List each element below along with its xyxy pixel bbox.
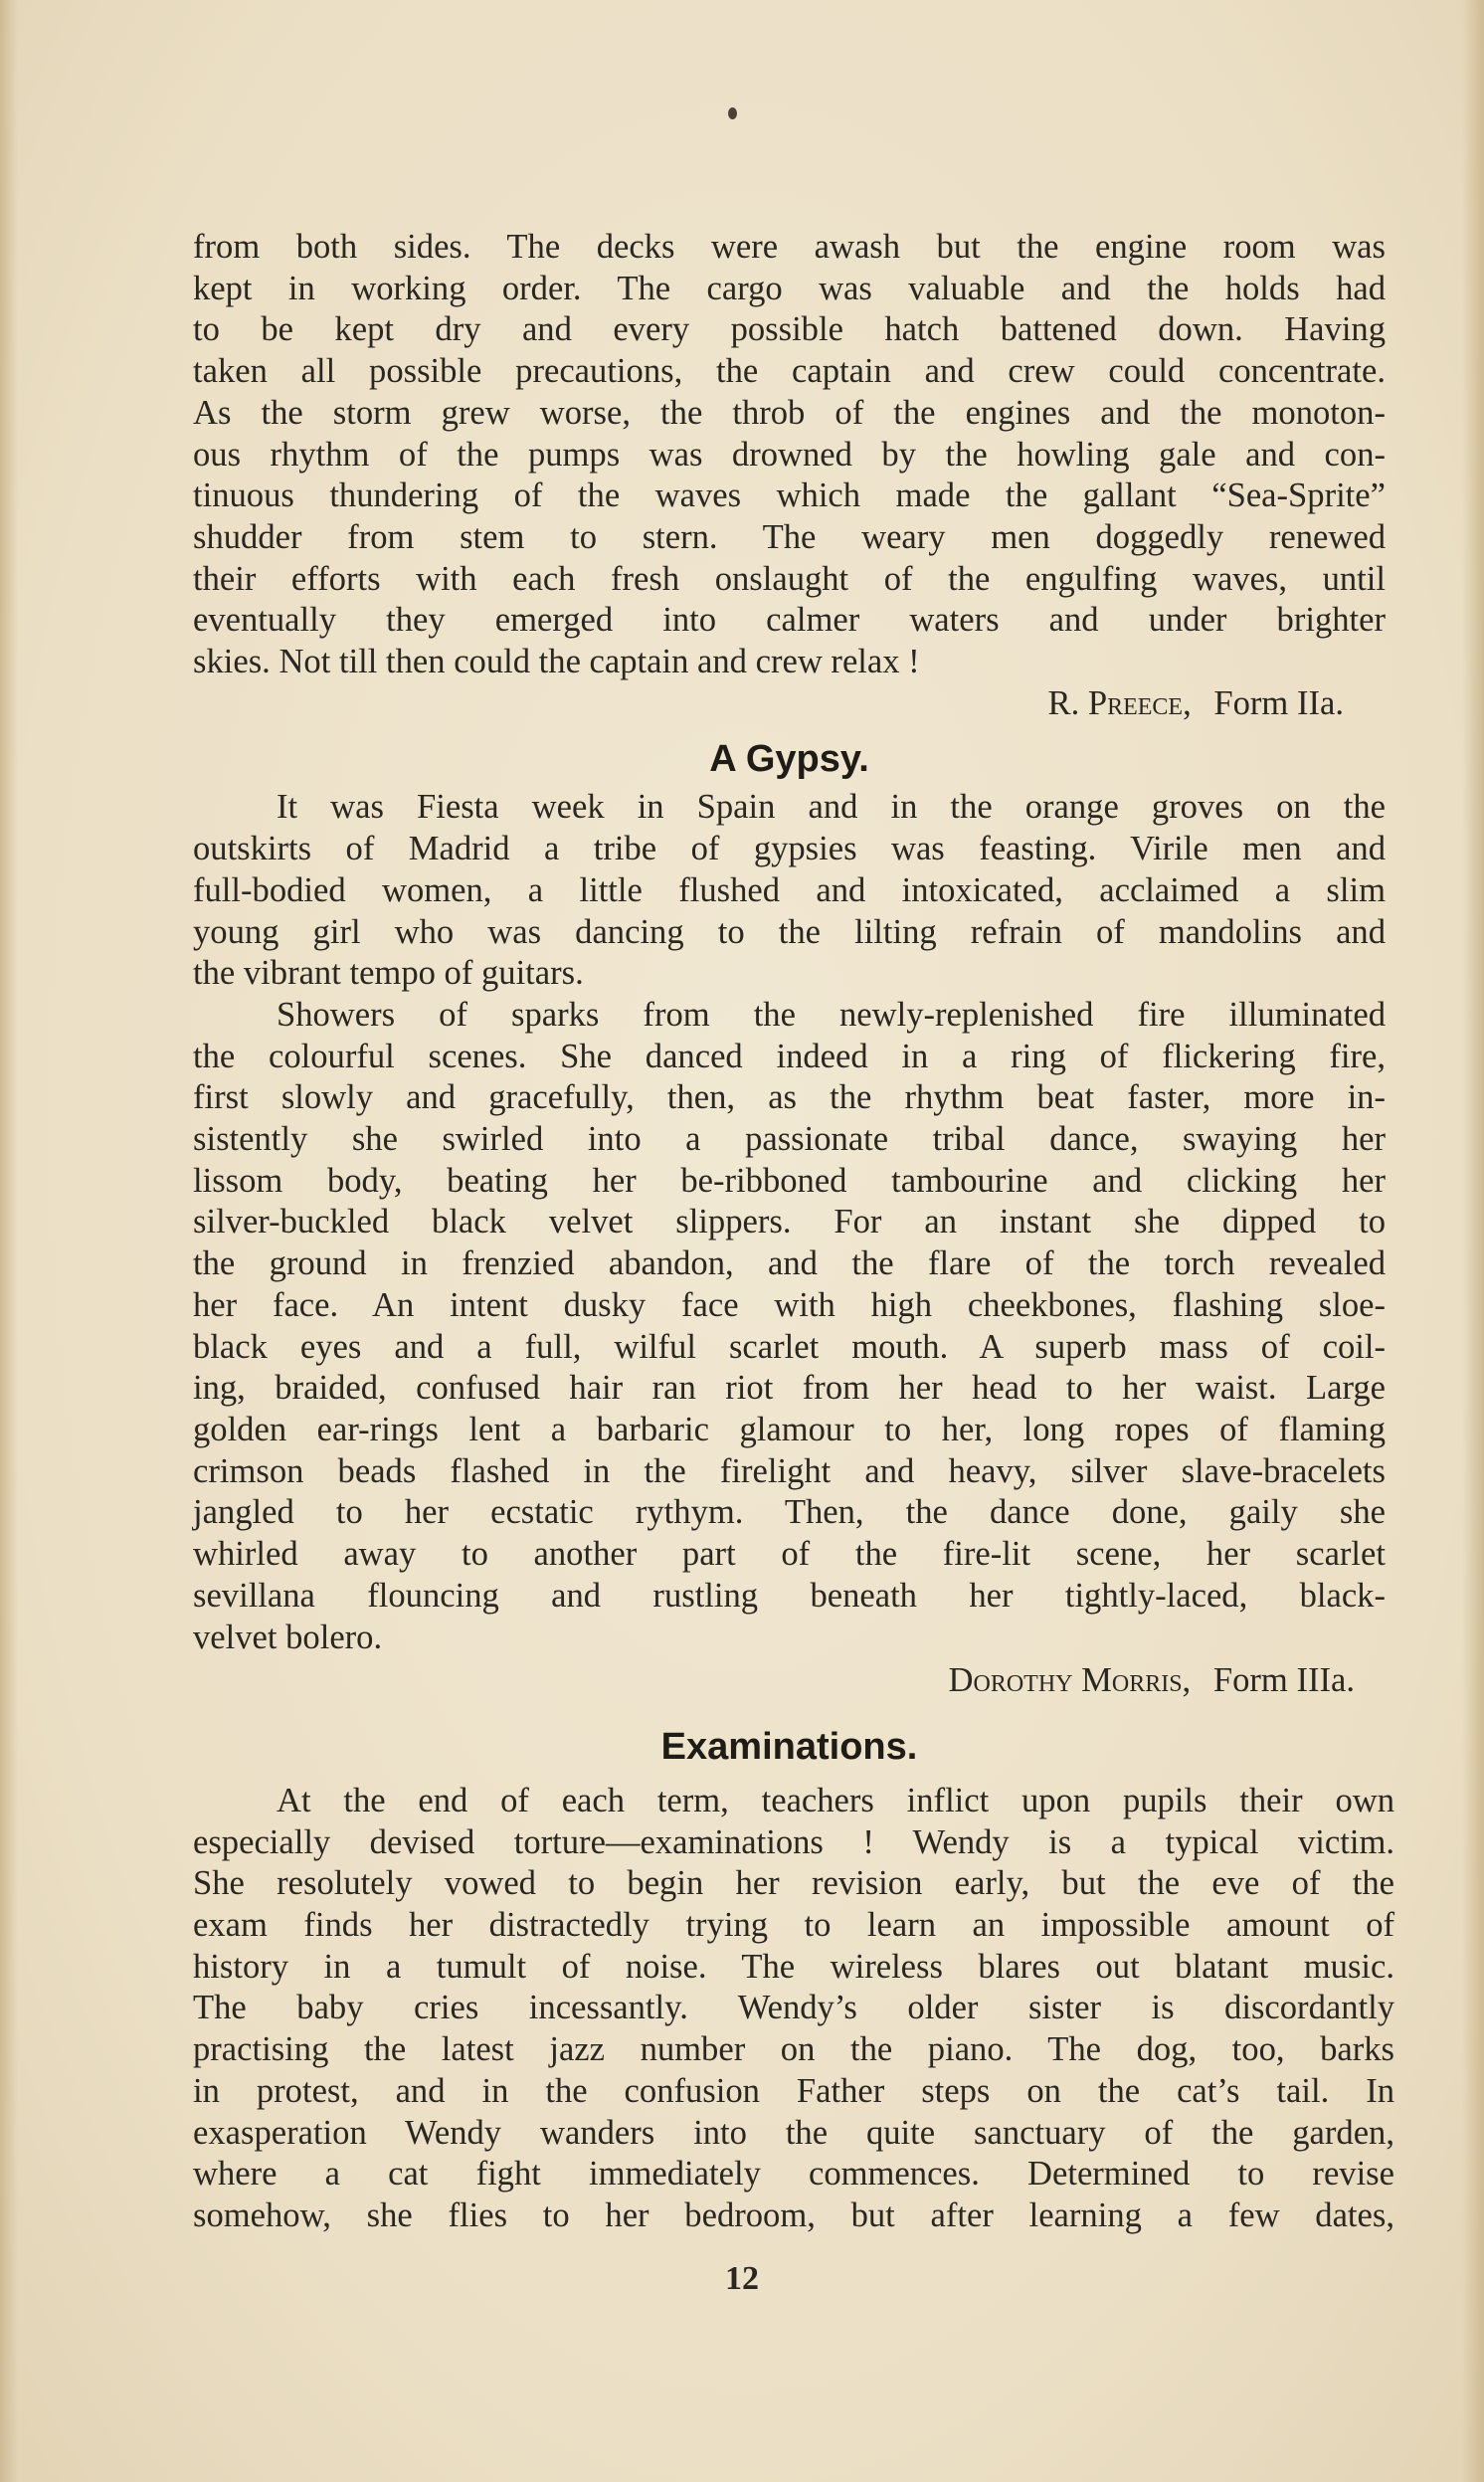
story2-author: Dorothy Morris, xyxy=(948,1661,1192,1700)
text-line: to be kept dry and every possible hatch battened down. Having xyxy=(193,310,1386,349)
text-line: silver-buckled black velvet slippers. For an instant she dipped to xyxy=(193,1203,1386,1241)
text-line: exasperation Wendy wanders into the quite sanctuary of the garden, xyxy=(193,2113,1394,2152)
text-line: shudder from stem to stern. The weary men doggedly renewed xyxy=(193,517,1386,556)
text-line: from both sides. The decks were awash but the engine room was xyxy=(193,228,1386,266)
text-line: the vibrant tempo of guitars. xyxy=(193,954,584,993)
text-line: The baby cries incessantly. Wendy’s older sister is discordantly xyxy=(193,1989,1394,2027)
text-column xyxy=(193,227,1394,2237)
text-line: where a cat fight immediately commences. Determined to revise xyxy=(193,2155,1394,2194)
text-line: their efforts with each fresh onslaught of the engulfing waves, until xyxy=(193,559,1386,598)
text-line: jangled to her ecstatic rythym. Then, the dance done, gaily she xyxy=(193,1493,1386,1532)
text-line: young girl who was dancing to the lilting refrain of mandolins and xyxy=(193,912,1386,951)
text-line: first slowly and gracefully, then, as the rhythm beat faster, more in- xyxy=(193,1078,1386,1117)
story2-signature xyxy=(193,1660,1355,1702)
story2-paragraph-2 xyxy=(193,995,1386,1658)
text-line: lissom body, beating her be-ribboned tambourine and clicking her xyxy=(193,1161,1386,1200)
text-line: black eyes and a full, wilful scarlet mouth. A superb mass of coil- xyxy=(193,1327,1386,1366)
text-line: sevillana flouncing and rustling beneath her tightly-laced, black- xyxy=(193,1576,1386,1615)
text-line: golden ear-rings lent a barbaric glamour to her, long ropes of flaming xyxy=(193,1410,1386,1448)
text-line: At the end of each term, teachers inflict upon pupils their own xyxy=(277,1781,1394,1819)
text-line: the colourful scenes. She danced indeed in a ring of flickering fire, xyxy=(193,1037,1386,1075)
page-edge-left xyxy=(0,0,18,2482)
story1-paragraph xyxy=(193,227,1386,683)
text-line: It was Fiesta week in Spain and in the orange groves on the xyxy=(277,788,1386,827)
story2-paragraph-1 xyxy=(193,787,1386,995)
story1-author: R. Preece, xyxy=(1047,683,1192,722)
text-line: eventually they emerged into calmer waters and under brighter xyxy=(193,601,1386,640)
text-line: taken all possible precautions, the captain and crew could concentrate. xyxy=(193,352,1386,391)
story1-form: Form IIa. xyxy=(1213,683,1344,722)
text-line: ing, braided, confused hair ran riot from her head to her waist. Large xyxy=(193,1369,1386,1408)
text-line: exam finds her distractedly trying to learn an impossible amount of xyxy=(193,1906,1394,1945)
text-line: She resolutely vowed to begin her revision early, but the eve of the xyxy=(193,1864,1394,1903)
text-line: practising the latest jazz number on the piano. The dog, too, barks xyxy=(193,2030,1394,2069)
text-line: somehow, she flies to her bedroom, but after learning a few dates, xyxy=(193,2196,1394,2234)
text-line: skies. Not till then could the captain and crew relax ! xyxy=(193,643,920,681)
story2-title: A Gypsy. xyxy=(709,738,869,781)
story3-title: Examinations. xyxy=(660,1725,918,1768)
text-line: Showers of sparks from the newly-replenished fire illuminated xyxy=(277,995,1386,1034)
text-line: especially devised torture—examinations ! Wendy is a typical victim. xyxy=(193,1822,1394,1861)
text-line: whirled away to another part of the fire-lit scene, her scarlet xyxy=(193,1535,1386,1574)
text-line: crimson beads flashed in the firelight and heavy, silver slave-bracelets xyxy=(193,1451,1386,1490)
text-line: tinuous thundering of the waves which made the gallant “Sea-Sprite” xyxy=(193,477,1386,515)
text-line: history in a tumult of noise. The wireless blares out blatant music. xyxy=(193,1947,1394,1986)
text-line: As the storm grew worse, the throb of the engines and the monoton- xyxy=(193,393,1386,432)
story3-paragraph-1 xyxy=(193,1781,1394,2237)
story2-form: Form IIIa. xyxy=(1212,1661,1355,1700)
page-number: 12 xyxy=(725,2260,759,2297)
text-line: full-bodied women, a little flushed and intoxicated, acclaimed a slim xyxy=(193,870,1386,909)
text-line: sistently she swirled into a passionate tribal dance, swaying her xyxy=(193,1120,1386,1159)
text-line: outskirts of Madrid a tribe of gypsies was feasting. Virile men and xyxy=(193,830,1386,868)
text-line: ous rhythm of the pumps was drowned by the howling gale and con- xyxy=(193,435,1386,474)
ink-speck xyxy=(728,107,737,119)
text-line: the ground in frenzied abandon, and the flare of the torch revealed xyxy=(193,1244,1386,1283)
story1-signature xyxy=(193,683,1344,725)
text-line: in protest, and in the confusion Father steps on the cat’s tail. In xyxy=(193,2071,1394,2110)
text-line: kept in working order. The cargo was valuable and the holds had xyxy=(193,269,1386,307)
text-line: velvet bolero. xyxy=(193,1618,383,1656)
text-line: her face. An intent dusky face with high cheekbones, flashing sloe- xyxy=(193,1285,1386,1324)
page-edge-right xyxy=(1462,0,1484,2482)
